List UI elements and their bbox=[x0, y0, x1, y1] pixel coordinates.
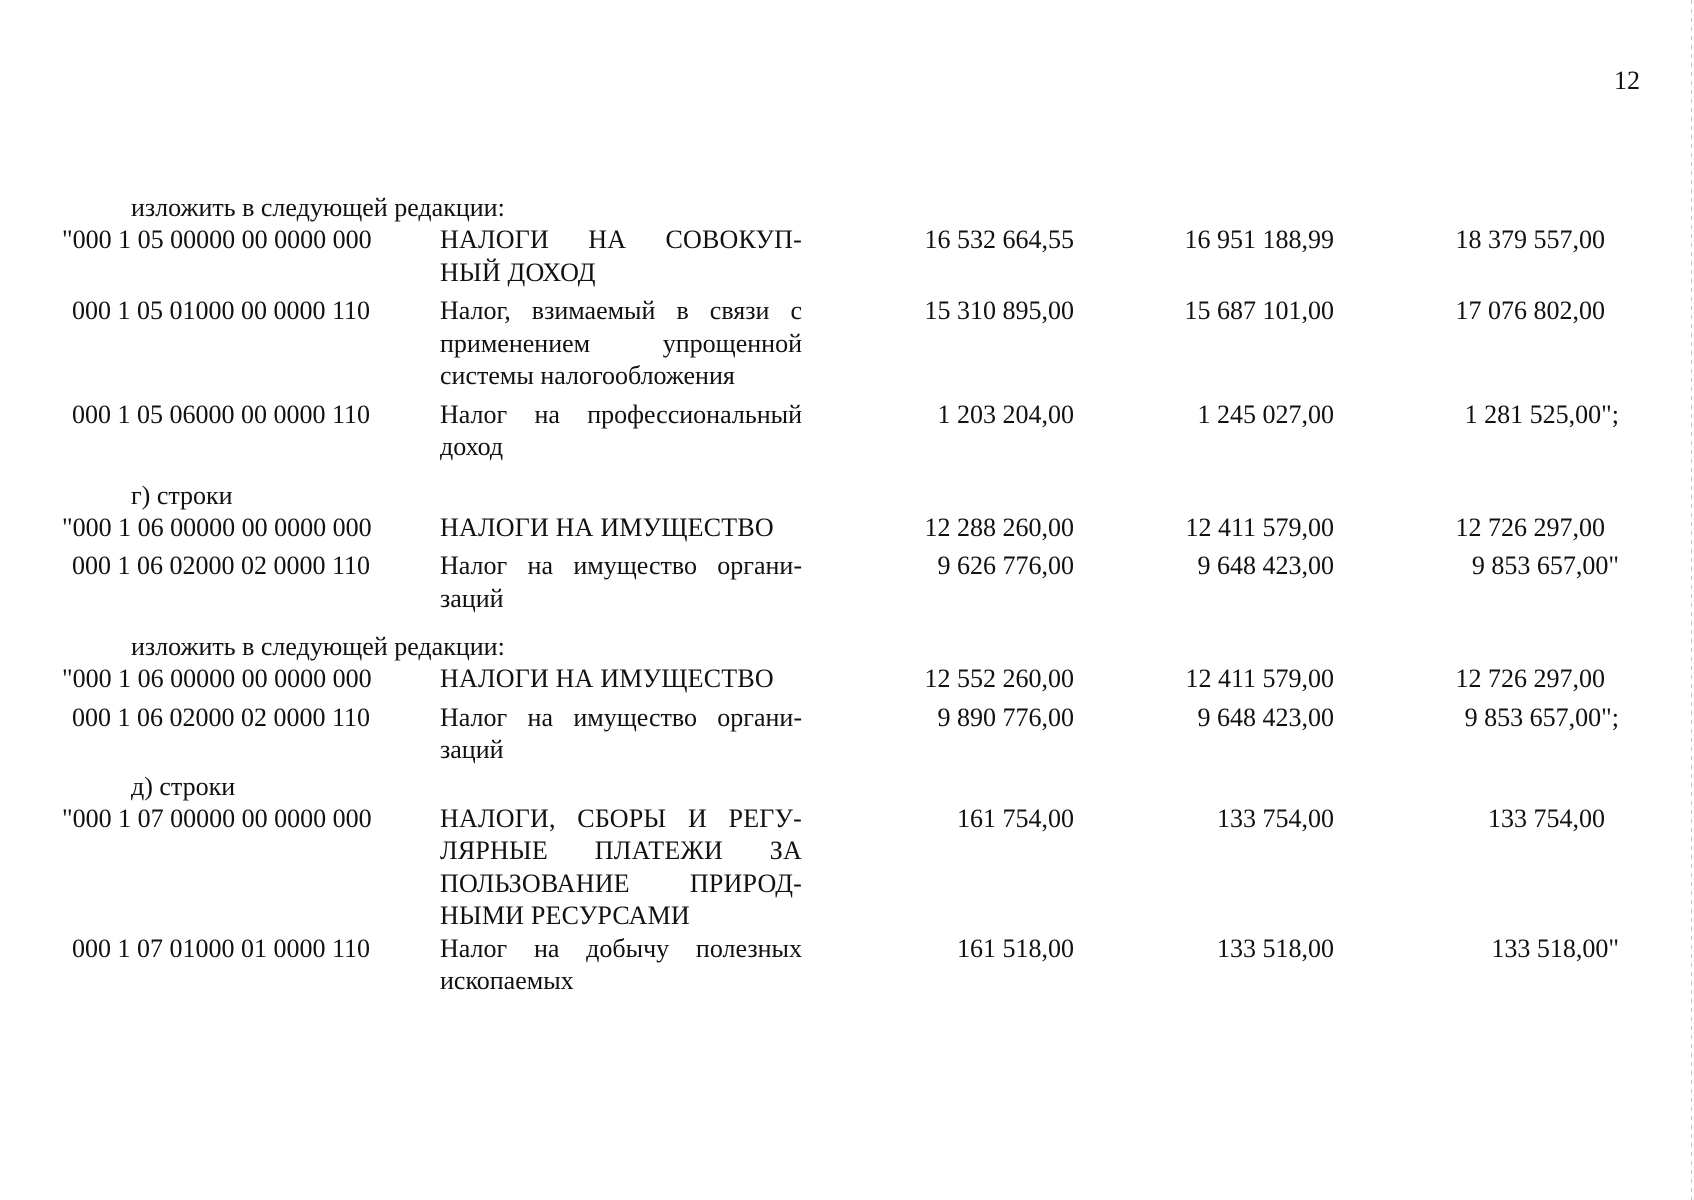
block-label: изложить в следующей редакции: bbox=[131, 193, 505, 222]
income-name bbox=[412, 663, 802, 696]
income-name-line: НАЛОГИ, СБОРЫ И РЕГУ- bbox=[440, 803, 802, 833]
income-name bbox=[412, 512, 802, 545]
amount-year-1: 9 626 776,00 bbox=[937, 551, 1074, 580]
amount-year-1: 161 754,00 bbox=[957, 803, 1074, 833]
income-name-line: НЫМИ РЕСУРСАМИ bbox=[440, 901, 690, 930]
amendment-content bbox=[0, 192, 1694, 998]
amount-year-3: 12 726 297,00 bbox=[1455, 664, 1605, 693]
income-name bbox=[412, 550, 802, 615]
table-row bbox=[0, 399, 1694, 464]
amount-year-3: 9 853 657,00"; bbox=[1464, 702, 1619, 732]
budget-code: 000 1 05 01000 00 0000 110 bbox=[72, 296, 371, 325]
table-row bbox=[0, 933, 1694, 998]
amount-year-1: 161 518,00 bbox=[957, 933, 1074, 963]
amount-year-1: 15 310 895,00 bbox=[924, 296, 1074, 325]
income-name-line: Налог на имущество органи- bbox=[440, 702, 802, 732]
income-name-line: Налог на имущество органи- bbox=[440, 551, 802, 580]
income-name-line: ископаемых bbox=[440, 966, 574, 995]
income-name-line: Налог на добычу полезных bbox=[440, 933, 802, 963]
amount-year-3: 17 076 802,00 bbox=[1455, 296, 1605, 325]
budget-code: 000 1 06 02000 02 0000 110 bbox=[72, 702, 371, 732]
table-row bbox=[0, 803, 1694, 933]
amount-year-1: 9 890 776,00 bbox=[937, 702, 1074, 732]
amount-year-3: 133 754,00 bbox=[1488, 803, 1605, 833]
income-name-line: ПОЛЬЗОВАНИЕ ПРИРОД- bbox=[440, 868, 802, 898]
income-name-line: заций bbox=[440, 583, 504, 613]
amount-year-2: 133 518,00 bbox=[1217, 933, 1334, 963]
amount-year-3: 18 379 557,00 bbox=[1455, 225, 1605, 254]
income-name-line: НАЛОГИ НА ИМУЩЕСТВО bbox=[440, 512, 774, 542]
budget-code: "000 1 06 00000 00 0000 000 bbox=[62, 664, 372, 693]
income-name bbox=[412, 702, 802, 767]
income-name bbox=[412, 933, 802, 998]
amount-year-2: 9 648 423,00 bbox=[1197, 702, 1334, 732]
amount-year-1: 12 552 260,00 bbox=[924, 664, 1074, 693]
income-name-line: НЫЙ ДОХОД bbox=[440, 257, 596, 287]
amount-year-3: 1 281 525,00"; bbox=[1464, 399, 1619, 429]
income-name-line: НАЛОГИ НА СОВОКУП- bbox=[440, 225, 802, 254]
budget-code: 000 1 06 02000 02 0000 110 bbox=[72, 551, 371, 580]
amount-year-2: 16 951 188,99 bbox=[1184, 225, 1334, 254]
amount-year-2: 15 687 101,00 bbox=[1184, 296, 1334, 325]
amount-year-2: 12 411 579,00 bbox=[1185, 664, 1334, 693]
amount-year-1: 12 288 260,00 bbox=[924, 512, 1074, 542]
amount-year-3: 12 726 297,00 bbox=[1455, 512, 1605, 542]
income-name-line: заций bbox=[440, 735, 504, 764]
budget-code: "000 1 07 00000 00 0000 000 bbox=[62, 803, 372, 833]
income-name-line: ЛЯРНЫЕ ПЛАТЕЖИ ЗА bbox=[440, 836, 802, 865]
income-name bbox=[412, 295, 802, 393]
amount-year-2: 1 245 027,00 bbox=[1197, 399, 1334, 429]
income-name bbox=[412, 803, 802, 933]
budget-code: "000 1 06 00000 00 0000 000 bbox=[62, 512, 372, 542]
income-name-line: системы налогообложения bbox=[440, 361, 735, 390]
income-name-line: доход bbox=[440, 432, 504, 461]
amount-year-2: 12 411 579,00 bbox=[1185, 512, 1334, 542]
amount-year-1: 1 203 204,00 bbox=[937, 399, 1074, 429]
amount-year-1: 16 532 664,55 bbox=[924, 225, 1074, 254]
table-row bbox=[0, 512, 1694, 545]
page-number: 12 bbox=[1614, 66, 1640, 95]
block-label: д) строки bbox=[131, 771, 236, 801]
income-name-line: Налог, взимаемый в связи с bbox=[440, 296, 802, 325]
income-name-line: применением упрощенной bbox=[440, 328, 802, 358]
table-row bbox=[0, 550, 1694, 615]
amount-year-2: 133 754,00 bbox=[1217, 803, 1334, 833]
amount-year-3: 9 853 657,00" bbox=[1471, 551, 1619, 580]
block-label: г) строки bbox=[131, 480, 233, 510]
budget-code: 000 1 07 01000 01 0000 110 bbox=[72, 933, 371, 963]
table-row bbox=[0, 663, 1694, 696]
table-row bbox=[0, 224, 1694, 289]
block-label: изложить в следующей редакции: bbox=[131, 632, 505, 661]
amount-year-2: 9 648 423,00 bbox=[1197, 551, 1334, 580]
income-name bbox=[412, 224, 802, 289]
income-name bbox=[412, 399, 802, 464]
amount-year-3: 133 518,00" bbox=[1491, 933, 1619, 963]
income-name-line: Налог на профессиональный bbox=[440, 399, 802, 429]
income-name-line: НАЛОГИ НА ИМУЩЕСТВО bbox=[440, 664, 774, 693]
table-row bbox=[0, 702, 1694, 767]
budget-code: "000 1 05 00000 00 0000 000 bbox=[62, 225, 372, 254]
budget-code: 000 1 05 06000 00 0000 110 bbox=[72, 399, 371, 429]
table-row bbox=[0, 295, 1694, 393]
